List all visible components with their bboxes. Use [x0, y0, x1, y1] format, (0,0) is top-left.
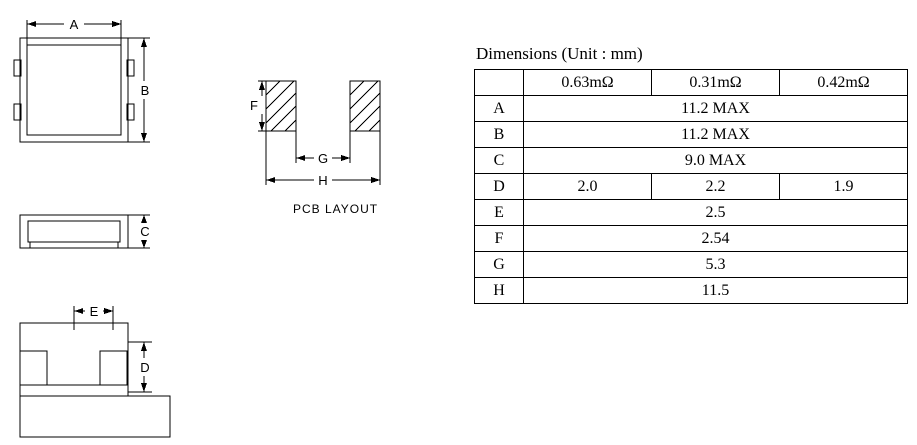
row-label-a: A — [475, 96, 524, 122]
dimension-b — [128, 38, 154, 142]
row-label-g: G — [475, 252, 524, 278]
row-value-a: 11.2 MAX — [524, 96, 908, 122]
bottom-view-drawing — [20, 323, 170, 437]
side-view-drawing — [20, 215, 128, 248]
row-label-c: C — [475, 148, 524, 174]
dimensions-block — [474, 44, 904, 304]
table-corner-cell — [475, 70, 524, 96]
row-value-e: 2.5 — [524, 200, 908, 226]
table-col-header-0: 0.63mΩ — [524, 70, 652, 96]
table-col-header-2: 0.42mΩ — [780, 70, 908, 96]
table-row — [475, 148, 908, 174]
dimension-e — [74, 303, 113, 330]
top-view-drawing — [14, 38, 134, 142]
table-row — [475, 96, 908, 122]
row-label-e: E — [475, 200, 524, 226]
svg-text:E: E — [89, 304, 99, 319]
dimensions-title: Dimensions (Unit : mm) — [476, 44, 643, 63]
dimension-f — [246, 81, 265, 131]
svg-text:B: B — [140, 83, 150, 98]
table-row — [475, 174, 908, 200]
dimension-g — [296, 150, 350, 166]
row-value-d-0: 2.0 — [524, 174, 652, 200]
row-label-f: F — [475, 226, 524, 252]
svg-text:H: H — [318, 173, 328, 188]
row-label-b: B — [475, 122, 524, 148]
svg-text:F: F — [250, 98, 258, 113]
row-value-d-1: 2.2 — [652, 174, 780, 200]
svg-text:C: C — [140, 224, 150, 239]
dimension-d — [128, 342, 154, 392]
row-value-b: 11.2 MAX — [524, 122, 908, 148]
dimensions-table — [474, 69, 908, 304]
table-row — [475, 252, 908, 278]
dimension-h — [266, 172, 380, 188]
svg-text:D: D — [140, 360, 150, 375]
svg-text:G: G — [317, 151, 329, 166]
row-value-f: 2.54 — [524, 226, 908, 252]
table-header-row — [475, 70, 908, 96]
row-value-d-2: 1.9 — [780, 174, 908, 200]
pcb-layout-caption: PCB LAYOUT — [293, 202, 379, 216]
table-row — [475, 226, 908, 252]
row-value-h: 11.5 — [524, 278, 908, 304]
row-value-g: 5.3 — [524, 252, 908, 278]
table-row — [475, 122, 908, 148]
table-row — [475, 200, 908, 226]
dimension-c — [128, 215, 154, 248]
svg-text:A: A — [69, 17, 79, 32]
dimension-a — [27, 16, 121, 45]
table-row — [475, 278, 908, 304]
table-col-header-1: 0.31mΩ — [652, 70, 780, 96]
pcb-layout-drawing — [258, 81, 380, 185]
row-value-c: 9.0 MAX — [524, 148, 908, 174]
row-label-d: D — [475, 174, 524, 200]
row-label-h: H — [475, 278, 524, 304]
